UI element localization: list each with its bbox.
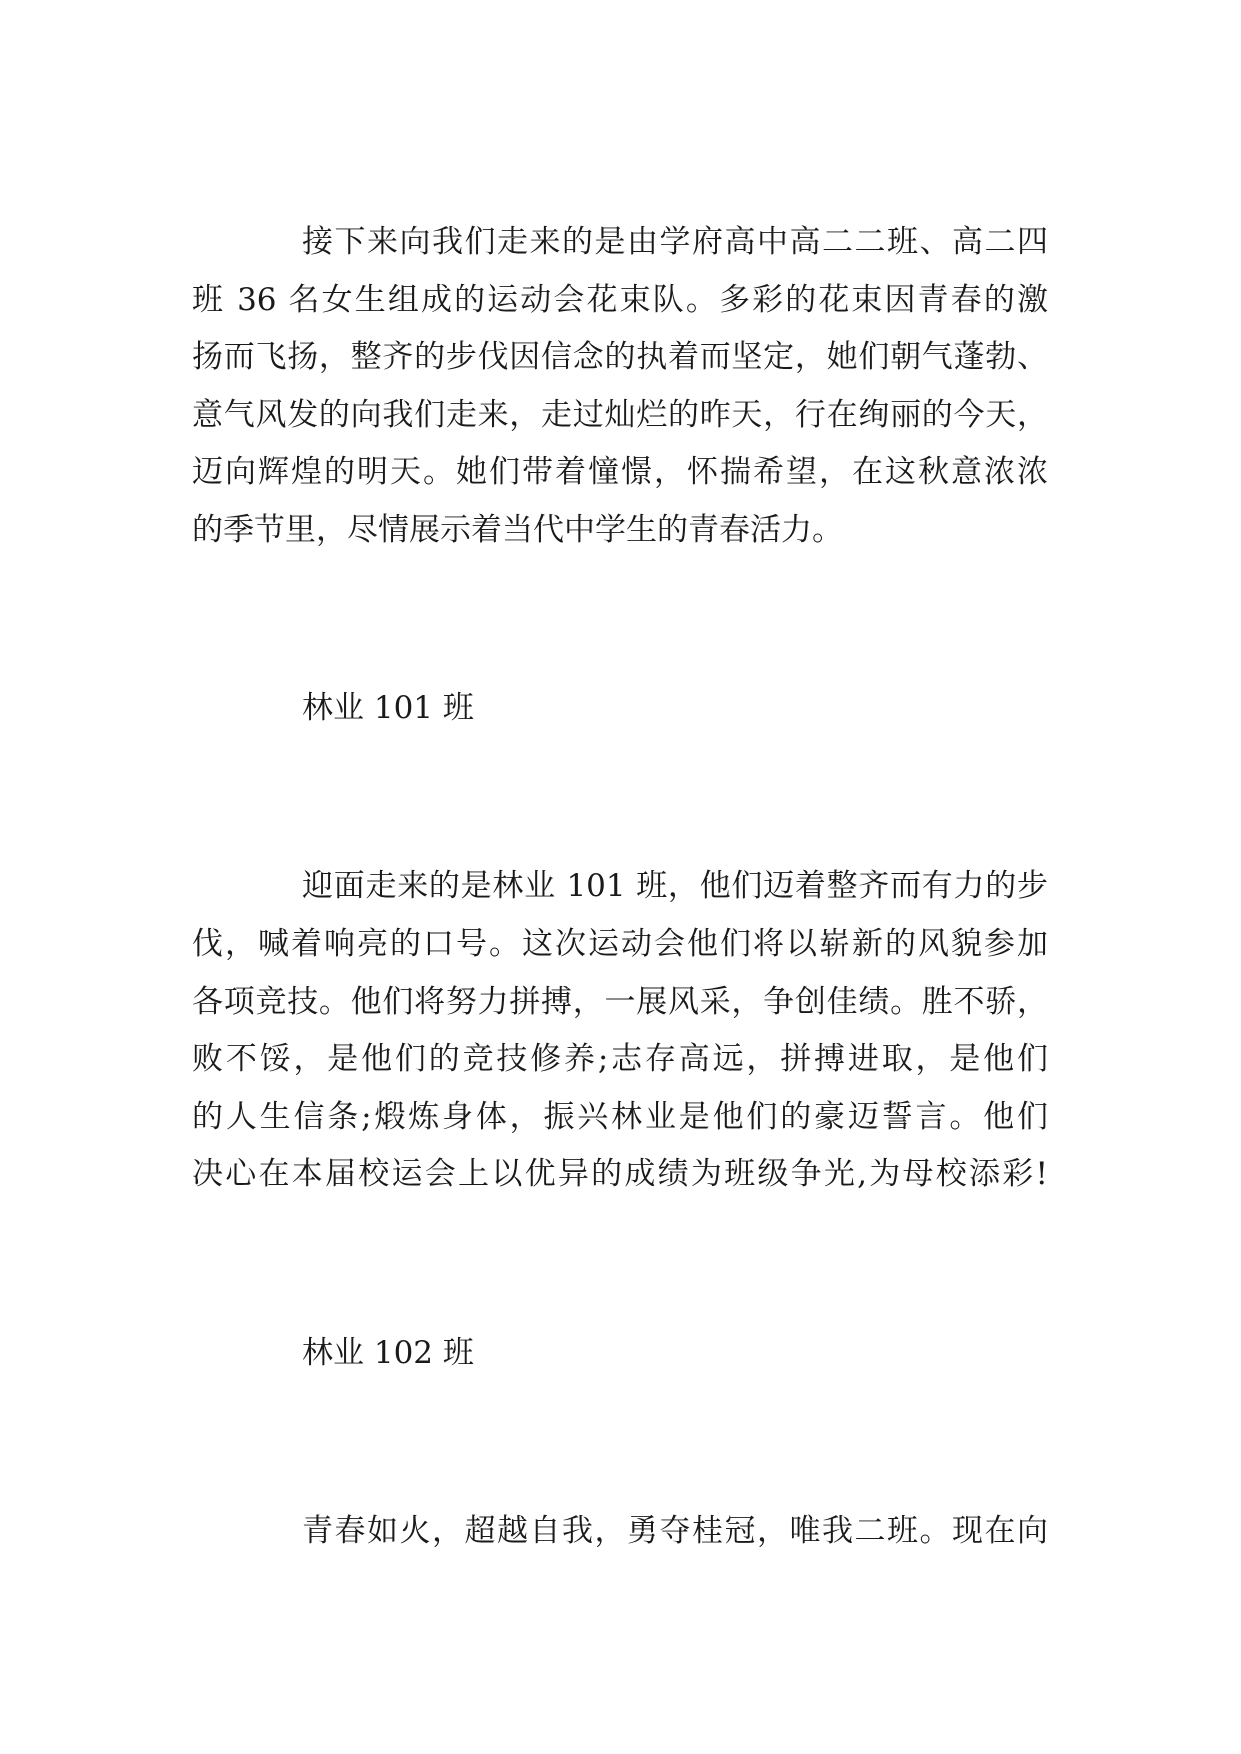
paragraph-line: 接下来向我们走来的是由学府高中高二二班、高二四 bbox=[302, 224, 1048, 260]
section-heading-linye-101: 林业 101 班 bbox=[302, 690, 474, 726]
paragraph-line: 班 36 名女生组成的运动会花束队。多彩的花束因青春的激 bbox=[192, 282, 1048, 318]
paragraph-line: 意气风发的向我们走来，走过灿烂的昨天，行在绚丽的今天， bbox=[192, 397, 1048, 433]
paragraph-line: 决心在本届校运会上以优异的成绩为班级争光,为母校添彩! bbox=[192, 1156, 1048, 1192]
paragraph-line: 迎面走来的是林业 101 班，他们迈着整齐而有力的步 bbox=[302, 868, 1048, 904]
paragraph-line: 青春如火，超越自我，勇夺桂冠，唯我二班。现在向 bbox=[302, 1513, 1048, 1549]
paragraph-line: 的人生信条;煅炼身体，振兴林业是他们的豪迈誓言。他们 bbox=[192, 1099, 1048, 1135]
paragraph-line: 各项竞技。他们将努力拼搏，一展风采，争创佳绩。胜不骄， bbox=[192, 984, 1048, 1020]
paragraph-line: 败不馁，是他们的竞技修养;志存高远，拼搏进取，是他们 bbox=[192, 1041, 1048, 1077]
paragraph-line: 迈向辉煌的明天。她们带着憧憬，怀揣希望，在这秋意浓浓 bbox=[192, 454, 1048, 490]
paragraph-line: 的季节里，尽情展示着当代中学生的青春活力。 bbox=[192, 512, 843, 548]
section-heading-linye-102: 林业 102 班 bbox=[302, 1335, 474, 1371]
paragraph-line: 伐，喊着响亮的口号。这次运动会他们将以崭新的风貌参加 bbox=[192, 926, 1048, 962]
paragraph-line: 扬而飞扬，整齐的步伐因信念的执着而坚定，她们朝气蓬勃、 bbox=[192, 339, 1048, 375]
